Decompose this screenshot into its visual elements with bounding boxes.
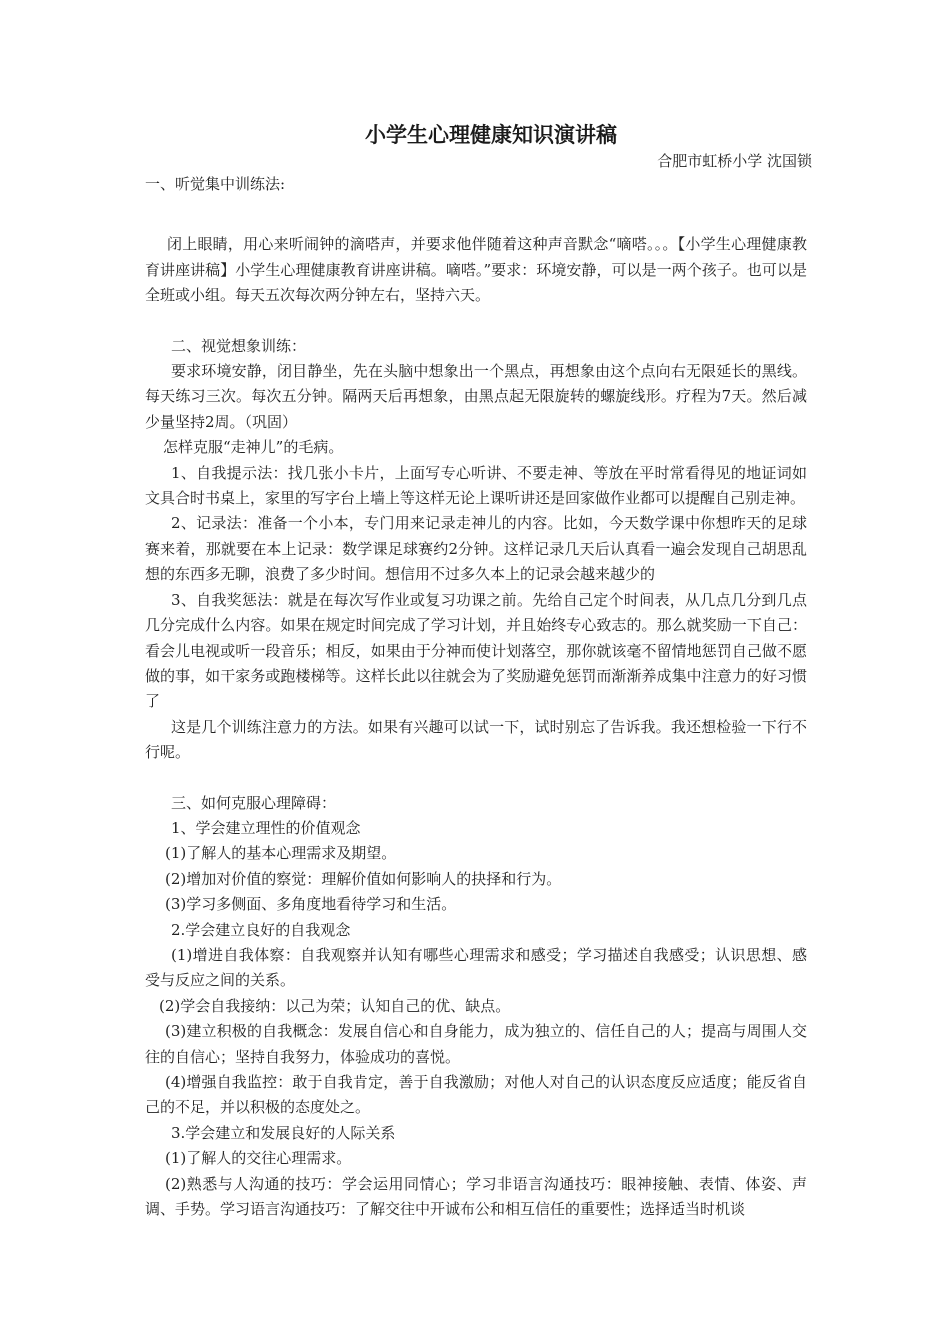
subheading: 3.学会建立和发展良好的人际关系 xyxy=(171,1123,396,1142)
body-paragraph: 这是几个训练注意力的方法。如果有兴趣可以试一下，试时别忘了告诉我。我还想检验一下行不行呢。 xyxy=(145,717,807,762)
list-item: (2)学会自我接纳：以己为荣；认知自己的优、缺点。 xyxy=(159,996,511,1015)
subheading: 1、学会建立理性的价值观念 xyxy=(171,818,361,837)
list-item: (1)增进自我体察：自我观察并认知有哪些心理需求和感受；学习描述自我感受；认识思想、感受与反应之间的关系。 xyxy=(145,945,807,990)
list-item: (1)了解人的交往心理需求。 xyxy=(165,1149,352,1168)
document-page xyxy=(145,120,812,1222)
section-heading-3: 三、如何克服心理障碍： xyxy=(171,793,337,812)
section-heading-2: 二、视觉想象训练： xyxy=(171,336,307,355)
body-paragraph: 闭上眼睛，用心来听闹钟的滴嗒声，并要求他伴随着这种声音默念“嘀嗒。。。【小学生心理健康教育讲座讲稿】小学生心理健康教育讲座讲稿。嘀嗒。”要求：环境安静，可以是一两个孩子。也可以是全班或小组。每天五次每次两分钟左右，坚持六天。 xyxy=(145,235,807,305)
list-item: (3)学习多侧面、多角度地看待学习和生活。 xyxy=(165,895,457,914)
section-heading-1: 一、听觉集中训练法: xyxy=(145,175,286,193)
list-item: 3、自我奖惩法：就是在每次写作业或复习功课之前。先给自己定个时间表，从几点几分到几点几分完成什么内容。如果在规定时间完成了学习计划，并且始终专心致志的。那么就奖励一下自己：看会儿电视或听一段音乐；相反，如果由于分神而使计划落空，那你就该毫不留情地惩罚自己做不愿做的事，如干家务或跑楼梯等。这样长此以往就会为了奖励避免惩罚而渐渐养成集中注意力的好习惯了 xyxy=(145,590,807,711)
list-item: (2)增加对价值的察觉：理解价值如何影响人的抉择和行为。 xyxy=(165,869,562,888)
body-paragraph: 怎样克服“走神儿”的毛病。 xyxy=(163,438,344,457)
body-paragraph: 要求环境安静，闭目静坐，先在头脑中想象出一个黑点，再想象由这个点向右无限延长的黑线。每天练习三次。每次五分钟。隔两天后再想象，由黑点起无限旋转的螺旋线形。疗程为7天。然后减少量坚持2周。（巩固） xyxy=(145,362,807,431)
list-item: (2)熟悉与人沟通的技巧：学会运用同情心；学习非语言沟通技巧：眼神接触、表情、体姿、声调、手势。学习语言沟通技巧：了解交往中开诚布公和相互信任的重要性；选择适当时机谈 xyxy=(145,1174,807,1219)
document-title: 小学生心理健康知识演讲稿 xyxy=(365,122,617,147)
blank-line xyxy=(145,197,807,222)
blank-line xyxy=(145,766,807,791)
list-item: (4)增强自我监控：敢于自我肯定，善于自我激励；对他人对自己的认识态度反应适度；能反省自己的不足，并以积极的态度处之。 xyxy=(145,1073,807,1117)
subheading: 2.学会建立良好的自我观念 xyxy=(171,920,351,939)
list-item: 1、自我提示法：找几张小卡片，上面写专心听讲、不要走神、等放在平时常看得见的地证词如文具合时书桌上，家里的写字台上墙上等这样无论上课听讲还是回家做作业都可以提醒自己别走神。 xyxy=(145,463,807,508)
blank-line xyxy=(145,309,807,334)
list-item: (3)建立积极的自我概念：发展自信心和自身能力，成为独立的、信任自己的人；提高与周围人交往的自信心；坚持自我努力，体验成功的喜悦。 xyxy=(145,1022,807,1066)
list-item: 2、记录法：准备一个小本，专门用来记录走神儿的内容。比如，今天数学课中你想昨天的足球赛来着，那就要在本上记录：数学课足球赛约2分钟。这样记录几天后认真看一遍会发现自己胡思乱想的东西多无聊，浪费了多少时间。想信用不过多久本上的记录会越来越少的 xyxy=(145,514,807,584)
document-author: 合肥市虹桥小学 沈国锁 xyxy=(657,152,812,170)
list-item: (1)了解人的基本心理需求及期望。 xyxy=(165,844,397,863)
